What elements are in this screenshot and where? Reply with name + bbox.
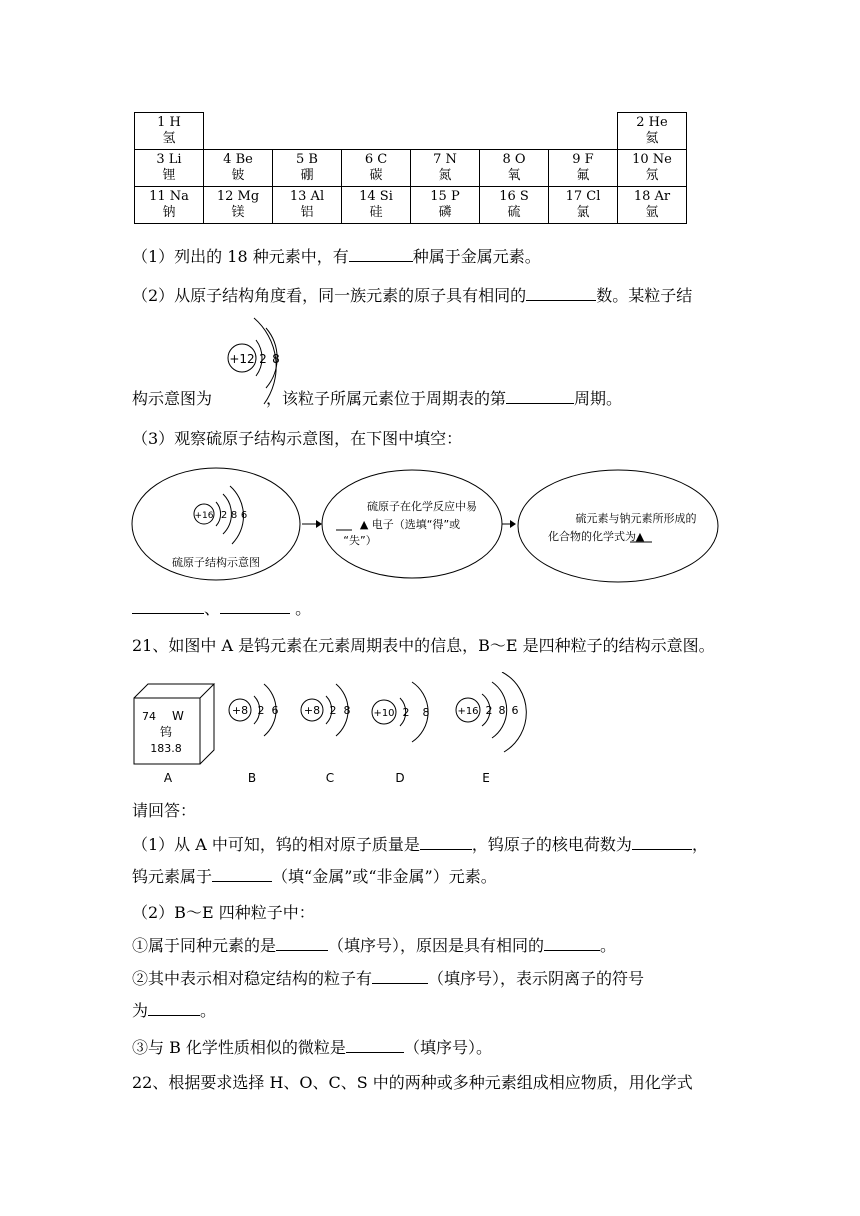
svg-text:6: 6	[511, 704, 519, 717]
label-c: C	[325, 771, 335, 785]
svg-text:8: 8	[498, 704, 506, 717]
element-cell: 7 N 氮	[411, 150, 480, 187]
svg-text:+12: +12	[229, 352, 255, 366]
element-cell: 2 He 氦	[618, 113, 687, 150]
svg-text:2: 2	[402, 706, 410, 719]
label-b: B	[247, 771, 257, 785]
svg-text:硫原子在化学反应中易: 硫原子在化学反应中易	[367, 500, 477, 513]
q20-part1: （1）列出的 18 种元素中，有 种属于金属元素。	[132, 247, 541, 266]
answer-blank[interactable]	[212, 866, 272, 882]
q21-ask: 请回答：	[132, 801, 197, 820]
q21-part2-2-cont: 为 。	[132, 1001, 217, 1020]
element-cell: 5 B 硼	[273, 150, 342, 187]
label-a: A	[163, 771, 173, 785]
q21-part2-2: ②其中表示相对稳定结构的粒子有 （填序号），表示阴离子的符号	[132, 969, 645, 988]
svg-text:2: 2	[220, 510, 228, 521]
q21-structure-diagrams	[130, 672, 540, 788]
answer-blank[interactable]	[276, 935, 328, 951]
q21-part2-3: ③与 B 化学性质相似的微粒是 （填序号）。	[132, 1038, 492, 1057]
answer-blank[interactable]	[148, 1000, 200, 1016]
svg-text:▲ 电子（选填“得”或: ▲ 电子（选填“得”或	[359, 518, 461, 531]
q20-part2-cont: 构示意图为 ，该粒子所属元素位于周期表的第 周期。	[132, 389, 623, 408]
svg-text:183.8: 183.8	[150, 742, 182, 755]
periodic-table	[134, 112, 687, 224]
q21-stem: 21、如图中 A 是钨元素在元素周期表中的信息，B～E 是四种粒子的结构示意图。	[132, 636, 715, 655]
answer-blank[interactable]	[632, 834, 692, 850]
q20-part3: （3）观察硫原子结构示意图，在下图中填空：	[132, 429, 463, 448]
sulfur-flow-diagram	[130, 464, 730, 592]
q21-part2-1: ①属于同种元素的是 （填序号），原因是具有相同的 。	[132, 936, 617, 955]
element-cell: 3 Li 锂	[135, 150, 204, 187]
tungsten-element-cube	[134, 684, 214, 764]
answer-blank[interactable]	[220, 598, 290, 614]
q20-part3-answers: 、 。	[132, 598, 311, 620]
element-cell: 9 F 氟	[549, 150, 618, 187]
particle-d	[372, 682, 430, 742]
answer-blank[interactable]	[372, 968, 428, 984]
svg-text:W: W	[172, 709, 184, 723]
svg-text:8: 8	[343, 704, 351, 717]
svg-text:化合物的化学式为: 化合物的化学式为	[548, 530, 636, 543]
svg-text:+16: +16	[194, 511, 214, 521]
svg-text:2: 2	[329, 704, 337, 717]
answer-blank[interactable]	[544, 935, 600, 951]
q21-part2: （2）B～E 四种粒子中：	[132, 903, 315, 922]
element-cell: 14 Si 硅	[342, 187, 411, 224]
element-cell: 1 H 氢	[135, 113, 204, 150]
svg-text:8: 8	[422, 706, 430, 719]
svg-text:6: 6	[271, 704, 279, 717]
answer-blank[interactable]	[132, 598, 204, 614]
answer-blank[interactable]	[420, 834, 472, 850]
answer-blank[interactable]	[526, 285, 596, 301]
svg-text:8: 8	[230, 510, 238, 521]
particle-c	[301, 684, 351, 736]
particle-e	[456, 672, 526, 752]
element-cell: 4 Be 铍	[204, 150, 273, 187]
element-cell: 18 Ar 氩	[618, 187, 687, 224]
answer-blank[interactable]	[506, 388, 574, 404]
q22-stem: 22、根据要求选择 H、O、C、S 中的两种或多种元素组成相应物质，用化学式	[132, 1073, 693, 1092]
element-cell: 6 C 碳	[342, 150, 411, 187]
svg-text:硫元素与钠元素所形成的: 硫元素与钠元素所形成的	[575, 512, 697, 525]
element-cell: 10 Ne 氖	[618, 150, 687, 187]
flow-diagram-label: 硫原子结构示意图	[172, 556, 260, 569]
answer-blank[interactable]	[349, 246, 413, 262]
element-cell: 17 Cl 氯	[549, 187, 618, 224]
svg-text:2: 2	[257, 704, 265, 717]
svg-text:▲: ▲	[635, 530, 645, 543]
svg-text:2: 2	[485, 704, 493, 717]
svg-text:“失”）: “失”）	[343, 534, 377, 547]
svg-text:+10: +10	[373, 708, 395, 719]
q21-part1-cont: 钨元素属于 （填“金属”或“非金属”）元素。	[132, 867, 497, 886]
element-cell: 16 S 硫	[480, 187, 549, 224]
element-cell: 11 Na 钠	[135, 187, 204, 224]
answer-blank[interactable]	[346, 1037, 404, 1053]
element-cell: 8 O 氧	[480, 150, 549, 187]
svg-text:+8: +8	[231, 704, 249, 717]
svg-text:+8: +8	[303, 704, 321, 717]
svg-text:8: 8	[272, 352, 280, 366]
element-cell: 13 Al 铝	[273, 187, 342, 224]
element-cell: 15 P 磷	[411, 187, 480, 224]
svg-text:+16: +16	[457, 706, 479, 717]
svg-text:2: 2	[259, 352, 267, 366]
element-cell: 12 Mg 镁	[204, 187, 273, 224]
particle-b	[229, 684, 279, 736]
label-e: E	[482, 771, 490, 785]
q21-part1: （1）从 A 中可知，钨的相对原子质量是 ，钨原子的核电荷数为 ，	[132, 835, 708, 854]
q20-part2: （2）从原子结构角度看，同一族元素的原子具有相同的 数。某粒子结	[132, 286, 693, 305]
svg-text:74: 74	[142, 710, 156, 723]
svg-text:钨: 钨	[159, 725, 173, 739]
label-d: D	[395, 771, 405, 785]
svg-text:6: 6	[240, 510, 248, 521]
